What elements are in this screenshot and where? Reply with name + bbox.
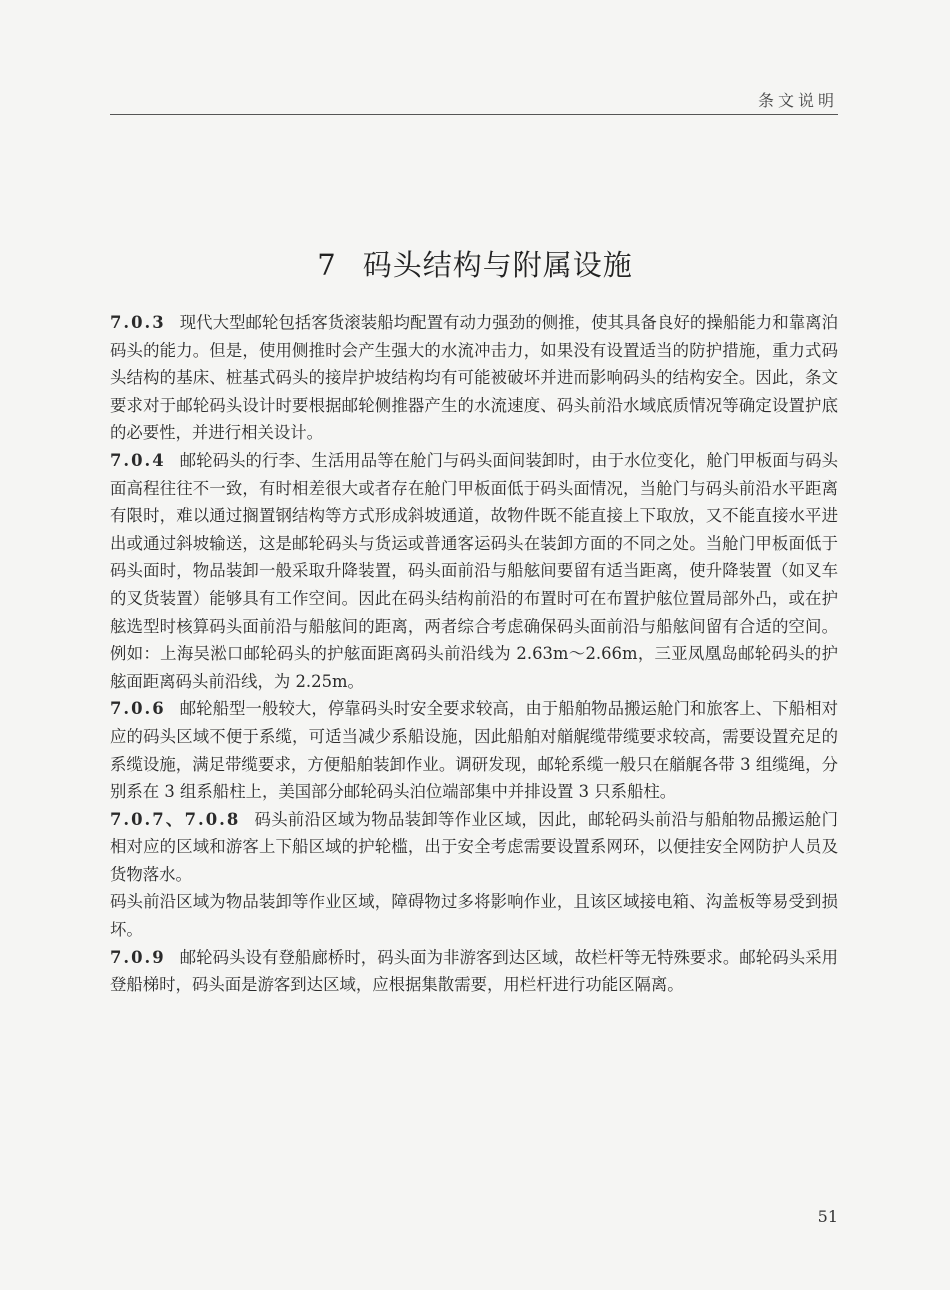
clause-7-0-6 <box>110 695 838 805</box>
chapter-title <box>0 243 950 284</box>
clause-number: 7.0.3 <box>110 313 166 332</box>
chapter-number: 7 <box>317 248 337 282</box>
chapter-title-text: 码头结构与附属设施 <box>362 248 633 282</box>
clause-number: 7.0.6 <box>110 699 166 719</box>
clause-text: 现代大型邮轮包括客货滚装船均配置有动力强劲的侧推，使其具备良好的操船能力和靠离泊码头的能力。但是，使用侧推时会产生强大的水流冲击力，如果没有设置适当的防护措施，重力式码头结构的基床、桩基式码头的接岸护坡结构均有可能被破坏并进而影响码头的结构安全。因此，条文要求对于邮轮码头设计时要根据邮轮侧推器产生的水流速度、码头前沿水域底质情况等确定设置护底的必要性，并进行相关设计。 <box>110 313 838 443</box>
clause-7-0-9 <box>110 944 838 999</box>
clause-text: 邮轮船型一般较大，停靠码头时安全要求较高，由于船舶物品搬运舱门和旅客上、下船相对应的码头区域不便于系缆，可适当减少系船设施，因此船舶对艏艉缆带缆要求较高，需要设置充足的系缆设施，满足带缆要求，方便船舶装卸作业。调研发现，邮轮系缆一般只在艏艉各带 3 组缆绳，分别系在 3 组系船柱上，美国部分邮轮码头泊位端部集中并排设置 3 只系船柱。 <box>110 699 838 802</box>
page-number: 51 <box>817 1207 838 1226</box>
header-rule <box>110 114 838 115</box>
clause-body <box>110 309 838 999</box>
running-head: 条文说明 <box>757 91 838 110</box>
clause-7-0-7-8 <box>110 806 838 889</box>
clause-text: 邮轮码头设有登船廊桥时，码头面为非游客到达区域，故栏杆等无特殊要求。邮轮码头采用登船梯时，码头面是游客到达区域，应根据集散需要，用栏杆进行功能区隔离。 <box>110 947 838 995</box>
clause-text: 码头前沿区域为物品装卸等作业区域，因此，邮轮码头前沿与船舶物品搬运舱门相对应的区域和游客上下船区域的护轮槛，出于安全考虑需要设置系网环，以便挂安全网防护人员及货物落水。 <box>110 809 838 884</box>
clause-text: 码头前沿区域为物品装卸等作业区域，障碍物过多将影响作业，且该区域接电箱、沟盖板等易受到损坏。 <box>110 892 838 940</box>
clause-number: 7.0.7、7.0.8 <box>110 809 241 829</box>
clause-text: 邮轮码头的行李、生活用品等在舱门与码头面间装卸时，由于水位变化，舱门甲板面与码头面高程往往不一致，有时相差很大或者存在舱门甲板面低于码头面情况，当舱门与码头前沿水平距离有限时，难以通过搁置钢结构等方式形成斜坡通道，故物件既不能直接上下取放，又不能直接水平进出或通过斜坡输送，这是邮轮码头与货运或普通客运码头在装卸方面的不同之处。当舱门甲板面低于码头面时，物品装卸一般采取升降装置，码头面前沿与船舷间要留有适当距离，使升降装置（如叉车的叉货装置）能够具有工作空间。因此在码头结构前沿的布置时可在布置护舷位置局部外凸，或在护舷选型时核算码头面前沿与船舷间的距离，两者综合考虑确保码头面前沿与船舷间留有合适的空间。例如：上海吴淞口邮轮码头的护舷面距离码头前沿线为 2.63m～2.66m，三亚凤凰岛邮轮码头的护舷面距离码头前沿线，为 2.25m。 <box>110 450 838 691</box>
clause-7-0-7-8-continued <box>110 888 838 943</box>
clause-number: 7.0.9 <box>110 947 166 967</box>
clause-number: 7.0.4 <box>110 450 166 470</box>
clause-7-0-3 <box>110 309 838 447</box>
clause-7-0-4 <box>110 447 838 695</box>
